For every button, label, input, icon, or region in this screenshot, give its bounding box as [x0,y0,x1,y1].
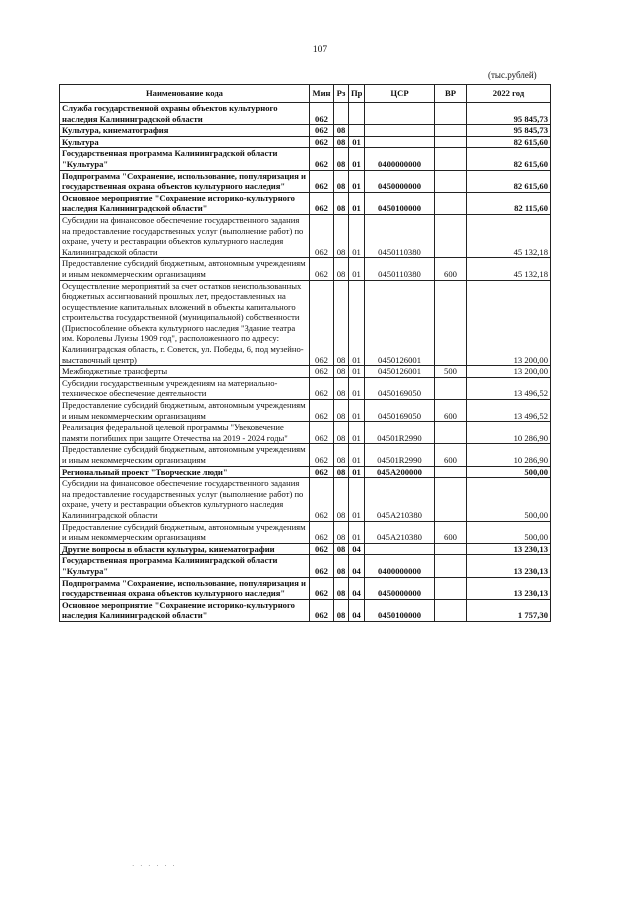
cell-pr: 01 [349,400,365,422]
cell-rz: 08 [334,192,349,214]
cell-sum: 10 286,90 [467,444,551,466]
table-row [60,521,551,543]
cell-min: 062 [310,125,334,137]
cell-min: 062 [310,577,334,599]
cell-name: Другие вопросы в области культуры, кинематографии [60,543,310,555]
cell-sum: 13 200,00 [467,366,551,378]
cell-rz: 08 [334,148,349,170]
cell-vr [435,422,467,444]
cell-pr: 01 [349,366,365,378]
cell-vr: 500 [435,366,467,378]
table-body [60,103,551,622]
cell-rz: 08 [334,136,349,148]
cell-min: 062 [310,103,334,125]
cell-rz: 08 [334,466,349,478]
cell-name: Культура [60,136,310,148]
cell-vr [435,280,467,366]
cell-min: 062 [310,366,334,378]
cell-csr: 0450110380 [365,214,435,257]
cell-sum: 45 132,18 [467,214,551,257]
scan-marks: · · · · · · [132,862,177,870]
header-vr: ВР [435,85,467,103]
table-row [60,599,551,621]
cell-sum: 13 496,52 [467,377,551,399]
cell-sum: 95 845,73 [467,103,551,125]
cell-pr: 01 [349,422,365,444]
cell-csr: 045A200000 [365,466,435,478]
cell-rz [334,103,349,125]
table-row [60,555,551,577]
cell-sum: 13 496,52 [467,400,551,422]
units-label: (тыс.рублей) [488,70,537,80]
cell-sum: 13 200,00 [467,280,551,366]
cell-vr [435,170,467,192]
table-row [60,192,551,214]
cell-csr [365,125,435,137]
cell-min: 062 [310,258,334,280]
cell-vr: 600 [435,258,467,280]
cell-name: Субсидии на финансовое обеспечение государственного задания на предоставление государственных услуг (выполнение работ) по охране, учету и реставрации объектов культурного наследия Калининградской области [60,214,310,257]
cell-pr: 01 [349,521,365,543]
cell-pr: 01 [349,148,365,170]
cell-min: 062 [310,466,334,478]
cell-rz: 08 [334,599,349,621]
cell-pr: 04 [349,555,365,577]
cell-min: 062 [310,136,334,148]
header-year: 2022 год [467,85,551,103]
cell-csr: 045A210380 [365,478,435,521]
cell-name: Субсидии государственным учреждениям на материально-техническое обеспечение деятельности [60,377,310,399]
cell-pr: 01 [349,170,365,192]
header-csr: ЦСР [365,85,435,103]
cell-sum: 82 615,60 [467,136,551,148]
cell-vr [435,555,467,577]
table-row [60,543,551,555]
cell-pr: 04 [349,577,365,599]
cell-vr [435,478,467,521]
cell-rz: 08 [334,214,349,257]
cell-name: Основное мероприятие "Сохранение историко-культурного наследия Калининградской области" [60,192,310,214]
cell-pr: 01 [349,478,365,521]
cell-rz: 08 [334,170,349,192]
cell-vr [435,103,467,125]
cell-rz: 08 [334,577,349,599]
cell-name: Межбюджетные трансферты [60,366,310,378]
cell-name: Субсидии на финансовое обеспечение государственного задания на предоставление государственных услуг (выполнение работ) по охране, учету и реставрации объектов культурного наследия Калининградской области [60,478,310,521]
cell-min: 062 [310,377,334,399]
header-pr: Пр [349,85,365,103]
cell-min: 062 [310,280,334,366]
cell-rz: 08 [334,422,349,444]
cell-min: 062 [310,170,334,192]
cell-csr: 0400000000 [365,148,435,170]
cell-min: 062 [310,400,334,422]
cell-sum: 13 230,13 [467,543,551,555]
cell-sum: 13 230,13 [467,577,551,599]
cell-csr: 0450126001 [365,366,435,378]
cell-vr [435,148,467,170]
cell-csr: 0450000000 [365,577,435,599]
cell-pr: 01 [349,258,365,280]
cell-name: Предоставление субсидий бюджетным, автономным учреждениям и иным некоммерческим организациям [60,258,310,280]
header-name: Наименование кода [60,85,310,103]
table-row [60,214,551,257]
cell-rz: 08 [334,444,349,466]
cell-vr [435,125,467,137]
cell-vr: 600 [435,444,467,466]
table-row [60,280,551,366]
cell-sum: 45 132,18 [467,258,551,280]
cell-min: 062 [310,148,334,170]
cell-csr: 04501R2990 [365,444,435,466]
table-row [60,577,551,599]
cell-sum: 500,00 [467,478,551,521]
table-row [60,103,551,125]
cell-name: Региональный проект "Творческие люди" [60,466,310,478]
table-row [60,258,551,280]
cell-csr: 045A210380 [365,521,435,543]
cell-name: Подпрограмма "Сохранение, использование, популяризация и государственная охрана объектов культурного наследия" [60,170,310,192]
cell-csr: 0450100000 [365,192,435,214]
cell-rz: 08 [334,400,349,422]
cell-vr [435,377,467,399]
cell-csr [365,103,435,125]
cell-rz: 08 [334,555,349,577]
cell-min: 062 [310,478,334,521]
cell-vr [435,214,467,257]
cell-sum: 95 845,73 [467,125,551,137]
table-row [60,148,551,170]
cell-name: Осуществление мероприятий за счет остатков неиспользованных бюджетных ассигнований прошлых лет, предоставленных на осуществление капитальных вложений в объекты капитального строительства государственной (муниципальной) собственности (Приспособление объекта культурного наследия "Здание театра им. Королевы Луизы 1909 год", расположенного по адресу: Калининградская область, г. Советск, ул. Победы, 6, под музейно-выставочный центр) [60,280,310,366]
cell-pr: 01 [349,444,365,466]
cell-name: Предоставление субсидий бюджетным, автономным учреждениям и иным некоммерческим организациям [60,444,310,466]
cell-rz: 08 [334,377,349,399]
cell-name: Подпрограмма "Сохранение, использование, популяризация и государственная охрана объектов культурного наследия" [60,577,310,599]
cell-sum: 82 615,60 [467,148,551,170]
cell-sum: 13 230,13 [467,555,551,577]
cell-rz: 08 [334,258,349,280]
cell-csr: 0450169050 [365,400,435,422]
cell-name: Служба государственной охраны объектов культурного наследия Калининградской области [60,103,310,125]
cell-rz: 08 [334,280,349,366]
table-row [60,377,551,399]
cell-pr: 01 [349,214,365,257]
header-rz: Рз [334,85,349,103]
cell-vr [435,466,467,478]
cell-pr: 01 [349,466,365,478]
cell-csr: 0450126001 [365,280,435,366]
cell-pr: 01 [349,377,365,399]
cell-min: 062 [310,521,334,543]
cell-sum: 500,00 [467,521,551,543]
table-row [60,400,551,422]
header-row [60,85,551,103]
table-row [60,466,551,478]
cell-sum: 500,00 [467,466,551,478]
cell-min: 062 [310,599,334,621]
cell-rz: 08 [334,366,349,378]
cell-sum: 1 757,30 [467,599,551,621]
cell-pr: 01 [349,136,365,148]
cell-csr: 0450000000 [365,170,435,192]
cell-csr [365,136,435,148]
page-number: 107 [312,45,328,55]
cell-vr [435,543,467,555]
cell-name: Государственная программа Калининградской области "Культура" [60,148,310,170]
cell-pr [349,125,365,137]
cell-min: 062 [310,192,334,214]
table-row [60,136,551,148]
table-row [60,478,551,521]
cell-name: Предоставление субсидий бюджетным, автономным учреждениям и иным некоммерческим организациям [60,521,310,543]
cell-rz: 08 [334,478,349,521]
table-row [60,125,551,137]
cell-sum: 82 615,60 [467,170,551,192]
cell-min: 062 [310,214,334,257]
budget-table [59,84,551,622]
table-row [60,422,551,444]
cell-pr: 01 [349,192,365,214]
cell-sum: 82 115,60 [467,192,551,214]
cell-pr [349,103,365,125]
cell-sum: 10 286,90 [467,422,551,444]
cell-min: 062 [310,543,334,555]
table-row [60,170,551,192]
cell-pr: 01 [349,280,365,366]
cell-vr [435,192,467,214]
cell-name: Реализация федеральной целевой программы "Увековечение памяти погибших при защите Отечества на 2019 - 2024 годы" [60,422,310,444]
cell-name: Культура, кинематография [60,125,310,137]
cell-name: Предоставление субсидий бюджетным, автономным учреждениям и иным некоммерческим организациям [60,400,310,422]
cell-name: Основное мероприятие "Сохранение историко-культурного наследия Калининградской области" [60,599,310,621]
cell-pr: 04 [349,599,365,621]
header-min: Мин [310,85,334,103]
table-row [60,444,551,466]
cell-csr: 0400000000 [365,555,435,577]
cell-csr: 0450169050 [365,377,435,399]
cell-vr [435,136,467,148]
table-row [60,366,551,378]
cell-vr: 600 [435,521,467,543]
cell-vr [435,599,467,621]
cell-rz: 08 [334,521,349,543]
cell-rz: 08 [334,543,349,555]
cell-vr: 600 [435,400,467,422]
cell-rz: 08 [334,125,349,137]
cell-pr: 04 [349,543,365,555]
cell-name: Государственная программа Калининградской области "Культура" [60,555,310,577]
cell-csr: 0450100000 [365,599,435,621]
cell-min: 062 [310,422,334,444]
cell-csr [365,543,435,555]
cell-csr: 0450110380 [365,258,435,280]
cell-vr [435,577,467,599]
cell-min: 062 [310,444,334,466]
cell-csr: 04501R2990 [365,422,435,444]
cell-min: 062 [310,555,334,577]
